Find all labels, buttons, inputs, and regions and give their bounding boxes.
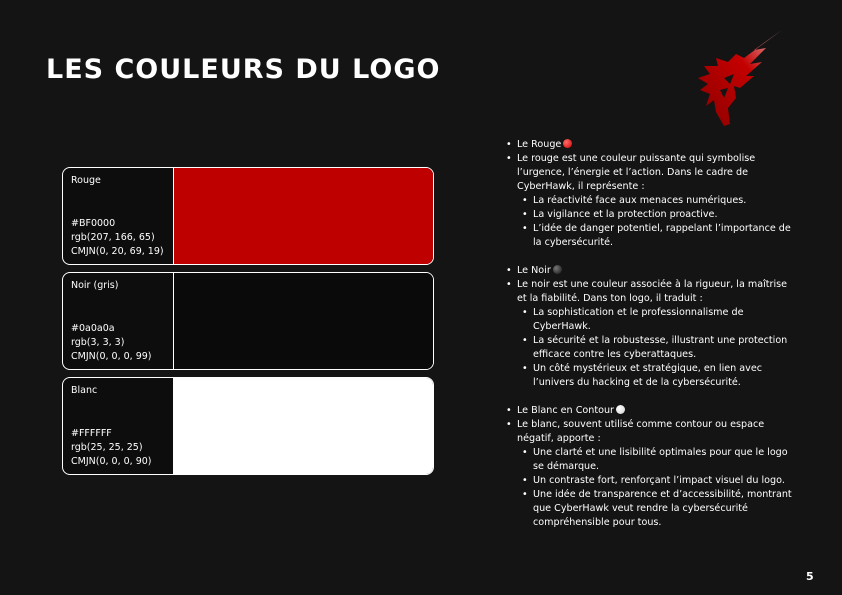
hawk-logo-icon	[694, 28, 786, 128]
section-intro: • Le rouge est une couleur puissante qui symbolise l’urgence, l’énergie et l’action. Dans le cadre de CyberHawk, il représente :	[506, 152, 796, 194]
swatch-rgb: rgb(3, 3, 3)	[71, 337, 125, 348]
swatch-noir	[62, 272, 434, 370]
swatch-hex: #BF0000	[71, 218, 116, 229]
swatch-color	[174, 168, 433, 264]
list-item: • La sophistication et le professionnalisme de CyberHawk.	[522, 306, 796, 334]
section-heading: • Le Rouge	[506, 138, 796, 152]
list-item: • Un contraste fort, renforçant l’impact visuel du logo.	[522, 474, 796, 488]
color-descriptions	[506, 138, 796, 530]
list-item: • La sécurité et la robustesse, illustrant une protection efficace contre les cyberattaques.	[522, 334, 796, 362]
list-item: • La vigilance et la protection proactive.	[522, 208, 796, 222]
section-heading: • Le Noir	[506, 264, 796, 278]
swatch-name: Rouge	[71, 175, 101, 186]
section-intro: • Le noir est une couleur associée à la rigueur, la maîtrise et la fiabilité. Dans ton logo, il traduit :	[506, 278, 796, 306]
swatch-name: Noir (gris)	[71, 280, 119, 291]
list-item: • La réactivité face aux menaces numériques.	[522, 194, 796, 208]
swatch-rgb: rgb(207, 166, 65)	[71, 232, 155, 243]
swatch-blanc	[62, 377, 434, 475]
page-title: LES COULEURS DU LOGO	[46, 54, 441, 85]
white-circle-icon	[616, 405, 625, 414]
swatch-info	[63, 378, 174, 474]
swatch-cmjn: CMJN(0, 0, 0, 90)	[71, 456, 152, 467]
swatch-hex: #FFFFFF	[71, 428, 112, 439]
red-circle-icon	[563, 139, 572, 148]
swatch-rgb: rgb(25, 25, 25)	[71, 442, 143, 453]
section-intro: • Le blanc, souvent utilisé comme contour ou espace négatif, apporte :	[506, 418, 796, 446]
swatch-cmjn: CMJN(0, 20, 69, 19)	[71, 246, 164, 257]
swatch-hex: #0a0a0a	[71, 323, 115, 334]
list-item: • Une idée de transparence et d’accessibilité, montrant que CyberHawk veut rendre la cybersécurité compréhensible pour tous.	[522, 488, 796, 530]
list-item: • L’idée de danger potentiel, rappelant l’importance de la cybersécurité.	[522, 222, 796, 250]
swatch-rouge	[62, 167, 434, 265]
list-item: • Une clarté et une lisibilité optimales pour que le logo se démarque.	[522, 446, 796, 474]
swatch-name: Blanc	[71, 385, 98, 396]
swatch-info	[63, 168, 174, 264]
swatch-info	[63, 273, 174, 369]
page-number: 5	[806, 570, 814, 583]
black-circle-icon	[553, 265, 562, 274]
list-item: • Un côté mystérieux et stratégique, en lien avec l’univers du hacking et de la cybersécurité.	[522, 362, 796, 390]
section-heading: • Le Blanc en Contour	[506, 404, 796, 418]
swatch-color	[174, 378, 433, 474]
swatch-cmjn: CMJN(0, 0, 0, 99)	[71, 351, 152, 362]
swatch-color	[174, 273, 433, 369]
